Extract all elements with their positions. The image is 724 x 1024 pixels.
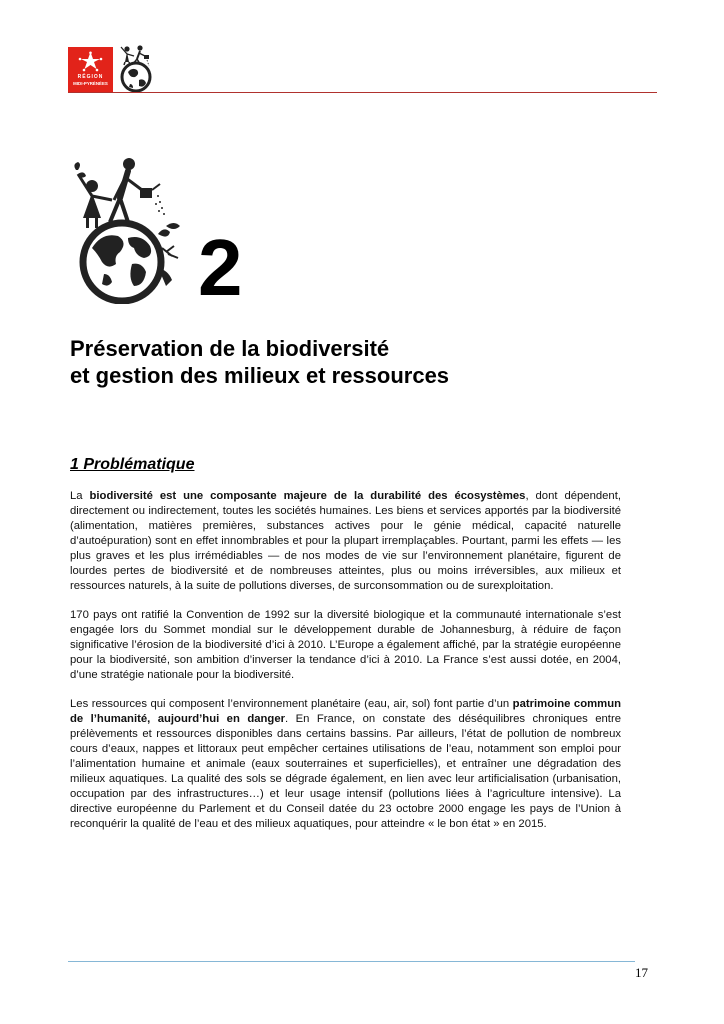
paragraph-3-run-2: patrimoine commun de l’humanité, aujourd’hui en danger <box>70 698 621 725</box>
section-heading: 1 Problématique <box>70 456 195 473</box>
chapter-title <box>70 335 449 389</box>
chapter-title-line1: Préservation de la biodiversité <box>70 336 390 361</box>
page-number: 17 <box>635 965 648 980</box>
paragraph-1-run-1: La <box>70 490 90 502</box>
chapter-number: 2 <box>198 223 243 312</box>
paragraph-1-run-3: , dont dépendent, directement ou indirectement, toutes les sociétés humaines. Les biens et services apportés par la biodiversité (alimentation, matières premières, substances actives pour le génie médical, capacité naturelle d’autoépuration) sont en effet innombrables et pour la plupart irremplaçables. Pourtant, parmi les effets — les plus graves et les plus irrémédiables — de nos modes de vie sur l’environnement planétaire, figurent de lourdes pertes de biodiversité et de nombreuses atteintes, plus ou moins irréversibles, aux milieux et ressources naturels, à la suite de pollutions diverses, de surconsommation ou de surexploitation. <box>70 490 621 592</box>
logo-line1: RÉGION <box>77 74 104 80</box>
region-logo <box>68 47 113 92</box>
globe-people-small-icon <box>116 42 156 94</box>
globe-people-watering-icon <box>70 156 185 304</box>
body-text <box>70 489 621 846</box>
paragraph-3-run-1: Les ressources qui composent l’environnement planétaire (eau, air, sol) font partie d’un <box>70 698 513 710</box>
footer-rule <box>68 961 635 962</box>
chapter-title-line2: et gestion des milieux et ressources <box>70 363 450 388</box>
paragraph-1 <box>70 489 621 594</box>
logo-line2: MIDI-PYRÉNÉES <box>73 81 108 86</box>
paragraph-2-run-1: 170 pays ont ratifié la Convention de 1992 sur la diversité biologique et la communauté internationale s’est engagée lors du Sommet mondial sur le développement durable de Johannesburg, à réduire de façon significative l’érosion de la biodiversité d’ici à 2010. L’Europe a également affiché, par la stratégie européenne pour la biodiversité, son ambition d’inverser la tendance d’ici à 2010. La France s’est aussi dotée, en 2004, d’une stratégie nationale pour la biodiversité. <box>70 609 621 681</box>
paragraph-3 <box>70 697 621 832</box>
paragraph-2 <box>70 608 621 683</box>
paragraph-1-run-2: biodiversité est une composante majeure de la durabilité des écosystèmes <box>89 490 526 502</box>
occitan-cross-icon <box>76 51 105 73</box>
paragraph-3-run-3: . En France, on constate des déséquilibres chroniques entre prélèvements et ressources disponibles dans certains bassins. Par ailleurs, l’état de pollution de nombreux cours d’eaux, nappes et littoraux peut empêcher certaines utilisations de l’eau, notamment son emploi pour l’alimentation humaine et animale (eaux souterraines et superficielles), et entraîner une dégradation des milieux aquatiques. La qualité des sols se dégrade également, en lien avec leur artificialisation (urbanisation, occupation par des infrastructures…) et leur usage intensif (pollutions liées à l’agriculture intensive). La directive européenne du Parlement et du Conseil datée du 23 octobre 2000 engage les pays de l’Union à reconquérir la qualité de l’eau et des milieux aquatiques, pour atteindre « le bon état » en 2015. <box>70 713 621 830</box>
header-rule <box>68 92 657 93</box>
